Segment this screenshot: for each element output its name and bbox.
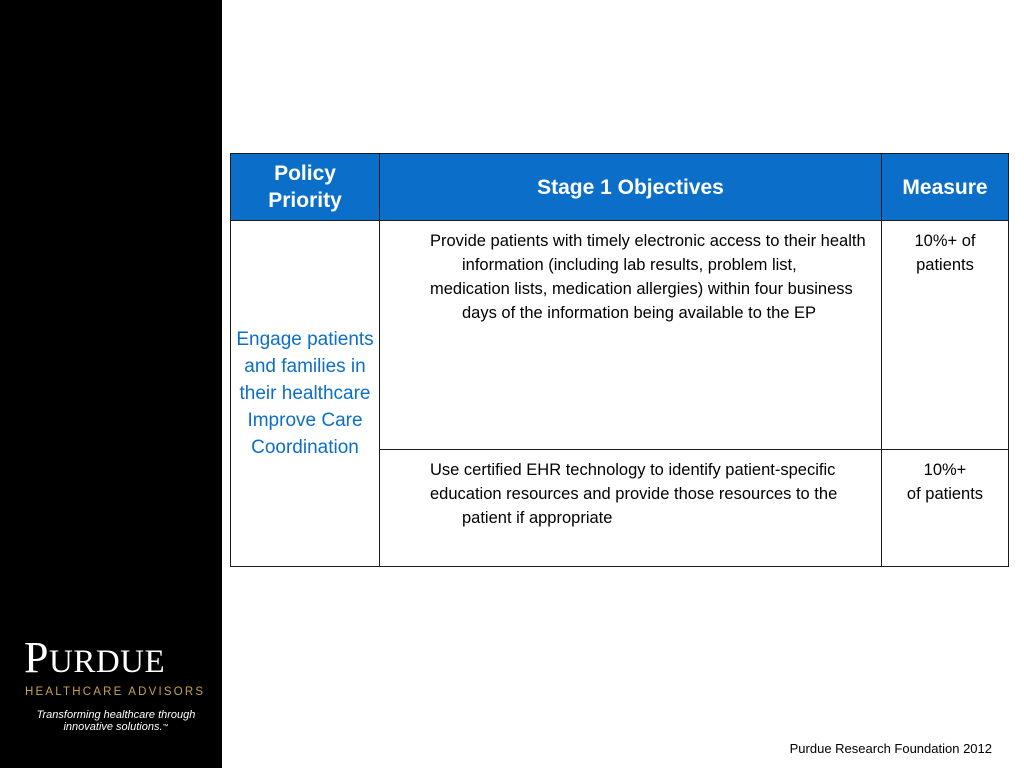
- measure-cell: 10%+ of patients: [882, 221, 1009, 450]
- logo-rest: URDUE: [48, 644, 166, 680]
- measure-line-1: 10%+: [923, 461, 967, 479]
- measure-cell: [882, 450, 1009, 567]
- header-stage-1-objectives: Stage 1 Objectives: [380, 154, 882, 221]
- objectives-table: [230, 153, 1009, 567]
- trademark-symbol: ™: [162, 724, 169, 730]
- objective-line: Provide patients with timely electronic access to their health information (including lab results, problem list,: [430, 232, 866, 274]
- objective-line: medication lists, medication allergies) within four business days of the information being available to the EP: [430, 280, 853, 322]
- objective-line: education resources and provide those resources to the patient if appropriate: [430, 485, 838, 527]
- tagline-line-1: Transforming healthcare through: [36, 709, 196, 721]
- logo-wordmark: [24, 633, 208, 684]
- table-row: [231, 221, 1009, 450]
- table-header-row: [231, 154, 1009, 221]
- logo-subtitle: HEALTHCARE ADVISORS: [25, 686, 206, 698]
- tagline-line-2-text: innovative solutions.: [63, 721, 163, 733]
- purdue-logo: [24, 633, 208, 698]
- objective-cell: [380, 221, 882, 450]
- logo-initial: P: [24, 633, 49, 682]
- footer-copyright: Purdue Research Foundation 2012: [789, 741, 992, 756]
- objective-line: Use certified EHR technology to identify patient-specific: [430, 461, 836, 479]
- brand-tagline: [18, 709, 214, 733]
- policy-priority-cell: Engage patients and families in their healthcare Improve Care Coordination: [231, 221, 380, 567]
- measure-line-2: of patients: [906, 485, 984, 503]
- objective-cell: [380, 450, 882, 567]
- sidebar-panel: [0, 0, 222, 768]
- tagline-line-2: [18, 721, 214, 733]
- header-measure: Measure: [882, 154, 1009, 221]
- header-policy-priority: Policy Priority: [231, 154, 380, 221]
